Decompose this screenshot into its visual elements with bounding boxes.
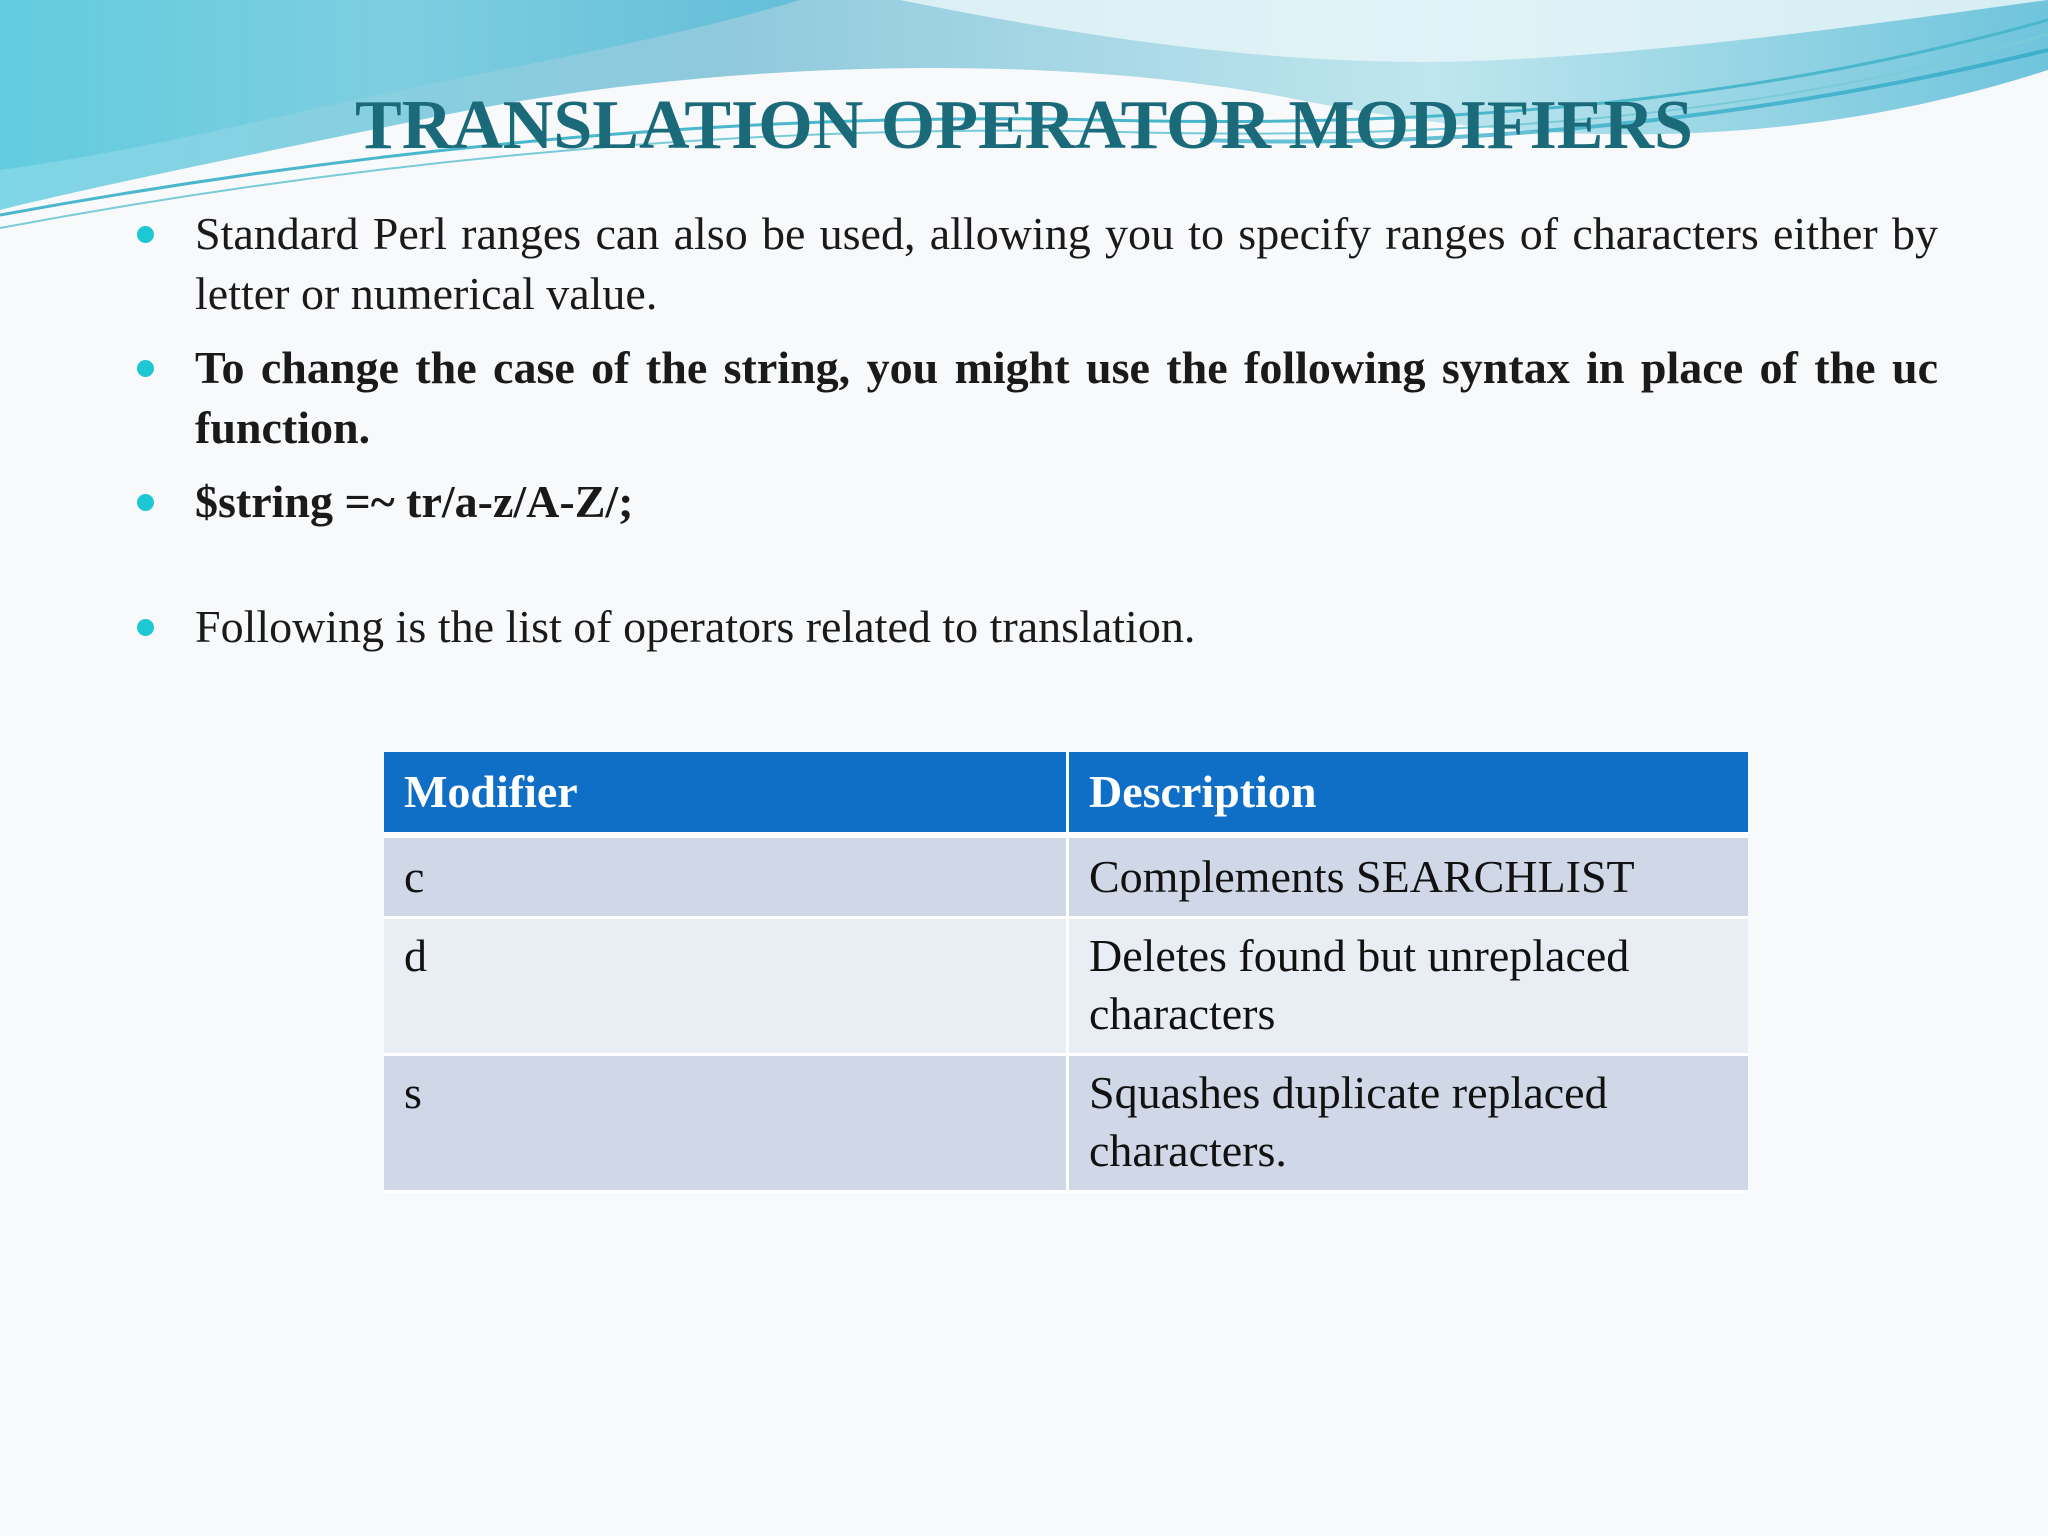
table-row bbox=[384, 1056, 1748, 1193]
bullet-text: Following is the list of operators related to translation. bbox=[195, 601, 1196, 652]
bullet-text: To change the case of the string, you might use the following syntax in place of the uc function. bbox=[195, 342, 1938, 453]
table-row bbox=[384, 838, 1748, 919]
column-header-description: Description bbox=[1069, 752, 1748, 838]
description-cell: Complements SEARCHLIST bbox=[1069, 838, 1748, 919]
bullet-dot-icon bbox=[137, 619, 154, 636]
bullet-dot-icon bbox=[137, 494, 154, 511]
column-header-modifier: Modifier bbox=[384, 752, 1069, 838]
modifiers-table bbox=[384, 752, 1748, 1193]
description-cell: Squashes duplicate replaced characters. bbox=[1069, 1056, 1748, 1193]
table-header-row bbox=[384, 752, 1748, 838]
bullet-list bbox=[130, 204, 1938, 657]
bullet-item-code bbox=[130, 472, 1938, 532]
slide-title: TRANSLATION OPERATOR MODIFIERS bbox=[355, 87, 1693, 164]
bullet-text: Standard Perl ranges can also be used, allowing you to specify ranges of characters either by letter or numerical value. bbox=[195, 208, 1938, 319]
code-snippet: $string =~ tr/a-z/A-Z/; bbox=[195, 476, 634, 527]
bullet-item bbox=[130, 338, 1938, 458]
bullet-item bbox=[130, 597, 1938, 657]
modifier-cell: d bbox=[384, 919, 1069, 1056]
description-cell: Deletes found but unreplaced characters bbox=[1069, 919, 1748, 1056]
modifier-cell: s bbox=[384, 1056, 1069, 1193]
modifier-cell: c bbox=[384, 838, 1069, 919]
table-row bbox=[384, 919, 1748, 1056]
bullet-item bbox=[130, 204, 1938, 324]
bullet-dot-icon bbox=[137, 226, 154, 243]
bullet-dot-icon bbox=[137, 360, 154, 377]
